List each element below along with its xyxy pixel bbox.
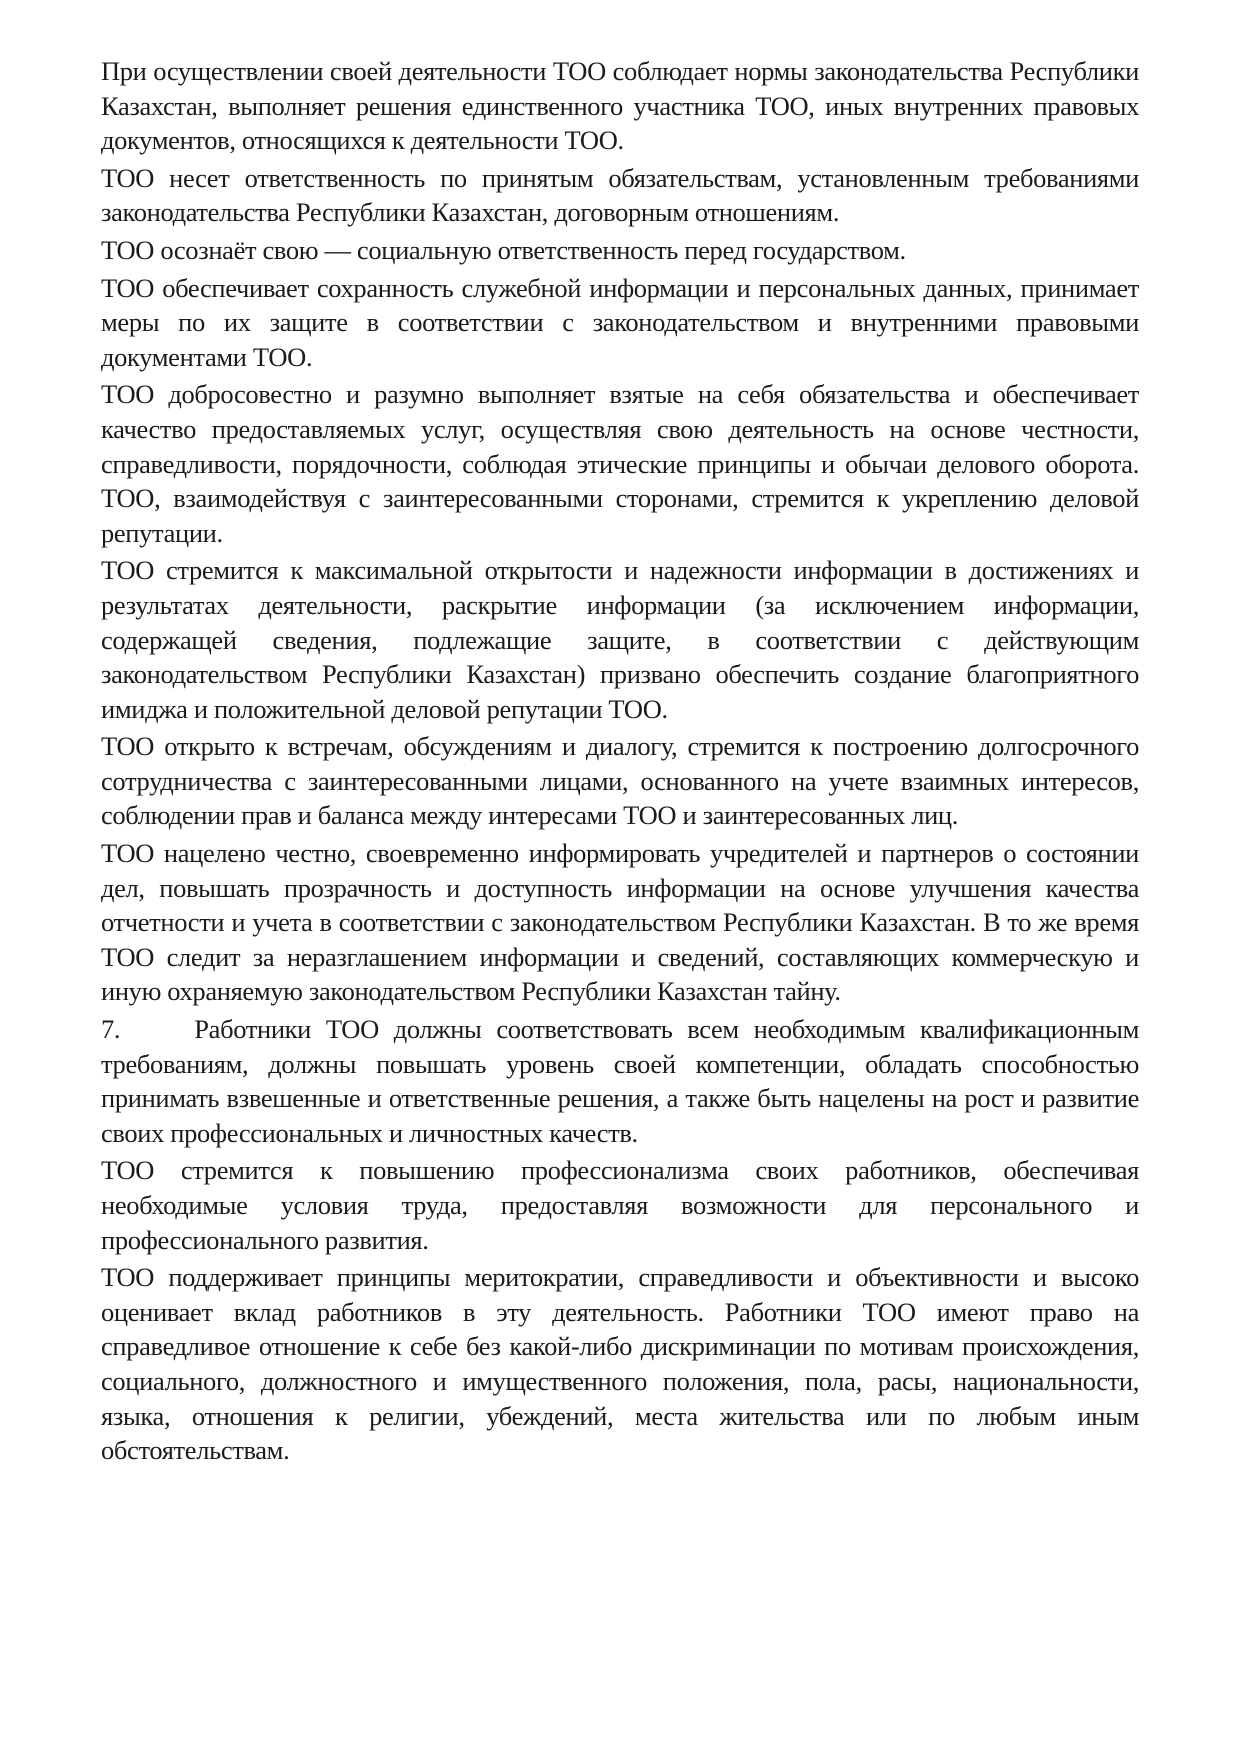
- paragraph-social-responsibility: ТОО осознаёт свою — социальную ответственность перед государством.: [101, 234, 906, 265]
- paragraph-good-faith: ТОО добросовестно и разумно выполняет взятые на себя обязательства и обеспечивает качество предоставляемых услуг, осуществляя свою деятельность на основе честности, справедливости, порядочности, соблюдая этические принципы и обычаи делового оборота. ТОО, взаимодействуя с заинтересованными сторонами, стремится к укреплению деловой репутации.: [101, 379, 1139, 548]
- paragraph-transparency: ТОО стремится к максимальной открытости и надежности информации в достижениях и результатах деятельности, раскрытие информации (за исключением информации, содержащей сведения, подлежащие защите, в соответствии с действующим законодательством Республики Казахстан) призвано обеспечить создание благоприятного имиджа и положительной деловой репутации ТОО.: [101, 555, 1139, 724]
- paragraph-obligations: ТОО несет ответственность по принятым обязательствам, установленным требованиями законодательства Республики Казахстан, договорным отношениям.: [101, 162, 1139, 228]
- paragraph-dialogue: ТОО открыто к встречам, обсуждениям и диалогу, стремится к построению долгосрочного сотрудничества с заинтересованными лицами, основанного на учете взаимных интересов, соблюдении прав и баланса между интересами ТОО и заинтересованных лиц.: [101, 731, 1139, 831]
- paragraph-legal-compliance: При осуществлении своей деятельности ТОО соблюдает нормы законодательства Республики Казахстан, выполняет решения единственного участника ТОО, иных внутренних правовых документов, относящихся к деятельности ТОО.: [101, 56, 1139, 156]
- paragraph-data-protection: ТОО обеспечивает сохранность служебной информации и персональных данных, принимает меры по их защите в соответствии с законодательством и внутренними правовыми документами ТОО.: [101, 272, 1139, 372]
- document-page: [101, 54, 1146, 1471]
- paragraph-informing-founders: ТОО нацелено честно, своевременно информировать учредителей и партнеров о состоянии дел, повышать прозрачность и доступность информации на основе улучшения качества отчетности и учета в соответствии с законодательством Республики Казахстан. В то же время ТОО следит за неразглашением информации и сведений, составляющих коммерческую и иную охраняемую законодательством Республики Казахстан тайну.: [101, 838, 1139, 1007]
- paragraph-employee-qualifications: 7. Работники ТОО должны соответствовать всем необходимым квалификационным требованиям, должны повышать уровень своей компетенции, обладать способностью принимать взвешенные и ответственные решения, а также быть нацелены на рост и развитие своих профессиональных и личностных качеств.: [101, 1014, 1146, 1148]
- paragraph-professional-development: ТОО стремится к повышению профессионализма своих работников, обеспечивая необходимые условия труда, предоставляя возможности для персонального и профессионального развития.: [101, 1155, 1139, 1255]
- paragraph-meritocracy: ТОО поддерживает принципы меритократии, справедливости и объективности и высоко оценивает вклад работников в эту деятельность. Работники ТОО имеют право на справедливое отношение к себе без какой-либо дискриминации по мотивам происхождения, социального, должностного и имущественного положения, пола, расы, национальности, языка, отношения к религии, убеждений, места жительства или по любым иным обстоятельствам.: [101, 1262, 1139, 1466]
